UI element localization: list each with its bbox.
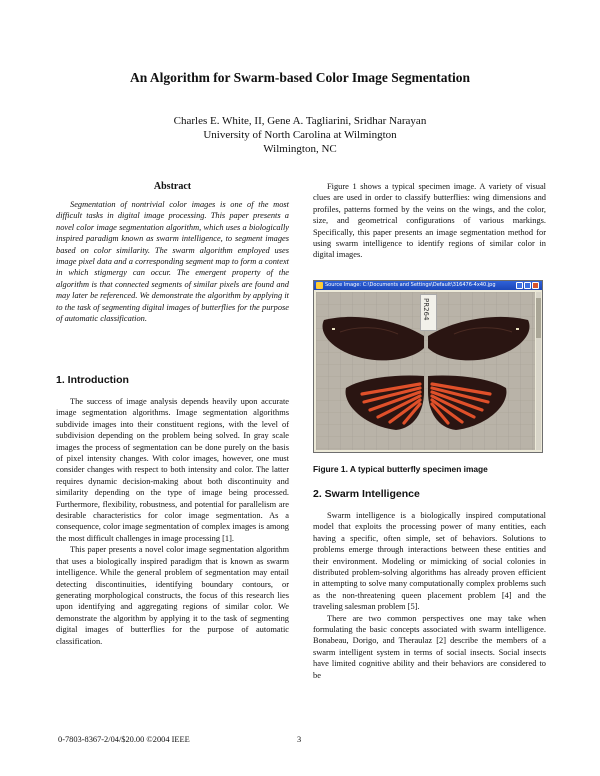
- section-2-heading: 2. Swarm Intelligence: [313, 488, 420, 500]
- abstract-heading: Abstract: [153, 181, 192, 192]
- abstract-body: [56, 199, 289, 324]
- author-block: [0, 114, 600, 156]
- app-icon: [316, 282, 323, 289]
- window-titlebar: [314, 281, 542, 290]
- location: Wilmington, NC: [263, 143, 337, 155]
- introduction-body: [56, 396, 289, 647]
- figure-1-caption: Figure 1. A typical butterfly specimen image: [313, 464, 488, 474]
- copyright-notice: 0-7803-8367-2/04/$20.00 ©2004 IEEE: [58, 735, 190, 744]
- section-1-heading: 1. Introduction: [56, 374, 129, 386]
- scrollbar-thumb[interactable]: [536, 298, 541, 338]
- paper-title: An Algorithm for Swarm-based Color Image Segmentation: [130, 70, 470, 85]
- specimen-label: [420, 294, 437, 331]
- minimize-button[interactable]: [516, 282, 523, 289]
- figure-1-window: [313, 280, 543, 453]
- window-title: Source Image: C:\Documents and Settings\Default\316476-4x40.jpg: [325, 282, 496, 288]
- abstract-text: Segmentation of nontrivial color images is one of the most difficult tasks in digital image processing. This paper presents a novel color image segmentation algorithm, which uses a biologically inspired paradigm known as swarm intelligence, to segment images based on color similarity. The swarm algorithm employed uses image pixel data and a corresponding segment map to form a context in which stigmergy can occur. The emergent property of the algorithm is that connected segments of similar pixels are found and may later be referenced. We demonstrate the algorithm by applying it to the task of segmenting digital images of butterflies for the purpose of automatic classification.: [56, 200, 289, 324]
- close-button[interactable]: [532, 282, 539, 289]
- figure-intro-body: [313, 181, 546, 261]
- wing-spot: [516, 328, 519, 330]
- swarm-paragraph-1: Swarm intelligence is a biologically inspired computational model that exploits the processing power of many entities, each having a specific, often simple, set of behaviors. Solutions to problems emerge through interactions between these entities and their environment. Modeling or mimicking of social colonies in distributed problem-solving algorithms has already proven efficient in attempting to solve many computationally complex problems such as the non-threatening queen placement problem [4] and the traveling salesman problem [5].: [313, 511, 546, 612]
- author-names: Charles E. White, II, Gene A. Tagliarini, Sridhar Narayan: [173, 115, 427, 127]
- specimen-image: [316, 292, 535, 450]
- section-2-body: [313, 510, 546, 681]
- figure-intro-paragraph: Figure 1 shows a typical specimen image. A variety of visual clues are used in order to classify butterflies: wing dimensions and profiles, patterns formed by the veins on the wings, and the color, size, and geometrical configurations of various markings. Specifically, this paper presents an image segmentation method for using swarm intelligence to identify regions of similar color in digital images.: [313, 182, 546, 260]
- intro-paragraph-1: The success of image analysis depends heavily upon accurate image segmentation algorithms. Image segmentation algorithms subdivide images into their constituent regions, with the level of subdivision depending on the problem being solved. In gray scale images the process of segmentation can be done purely on the basis of pixel intensity changes. With color images, however, one must consider changes with respect to both intensity and color. The latter requires dynamic decision-making about both discontinuity and similarity depending on the type of image being processed. Furthermore, flexibility, robustness, and potential for parallelism are desirable characteristics for color image segmentation. As a consequence, color image segmentation of complex images is among the most difficult challenges in image processing [1].: [56, 397, 289, 543]
- wing-spot: [332, 328, 335, 330]
- vertical-scrollbar[interactable]: [536, 292, 541, 450]
- intro-paragraph-2: This paper presents a novel color image segmentation algorithm that uses a biologically inspired paradigm that is known as swarm intelligence. While the general problem of segmentation may entail detecting discontinuities, identifying boundary contours, or generating morphological constructs, the focus of this research lies upon identifying and aggregating regions of similar color. We demonstrate the algorithm by applying it to the task of segmenting digital images of butterflies for the purpose of automatic classification.: [56, 545, 289, 646]
- specimen-label-text: PR264: [422, 298, 430, 321]
- swarm-paragraph-2: There are two common perspectives one may take when formulating the basic concepts associated with swarm intelligence. Bonabeau, Dorigo, and Theraulaz [2] describe the members of a swarm intelligent system in terms of social insects. Social insects have limited cognitive ability and their behaviors are considered to be: [313, 613, 546, 680]
- affiliation: University of North Carolina at Wilmington: [203, 129, 397, 141]
- page-number: 3: [297, 735, 302, 744]
- maximize-button[interactable]: [524, 282, 531, 289]
